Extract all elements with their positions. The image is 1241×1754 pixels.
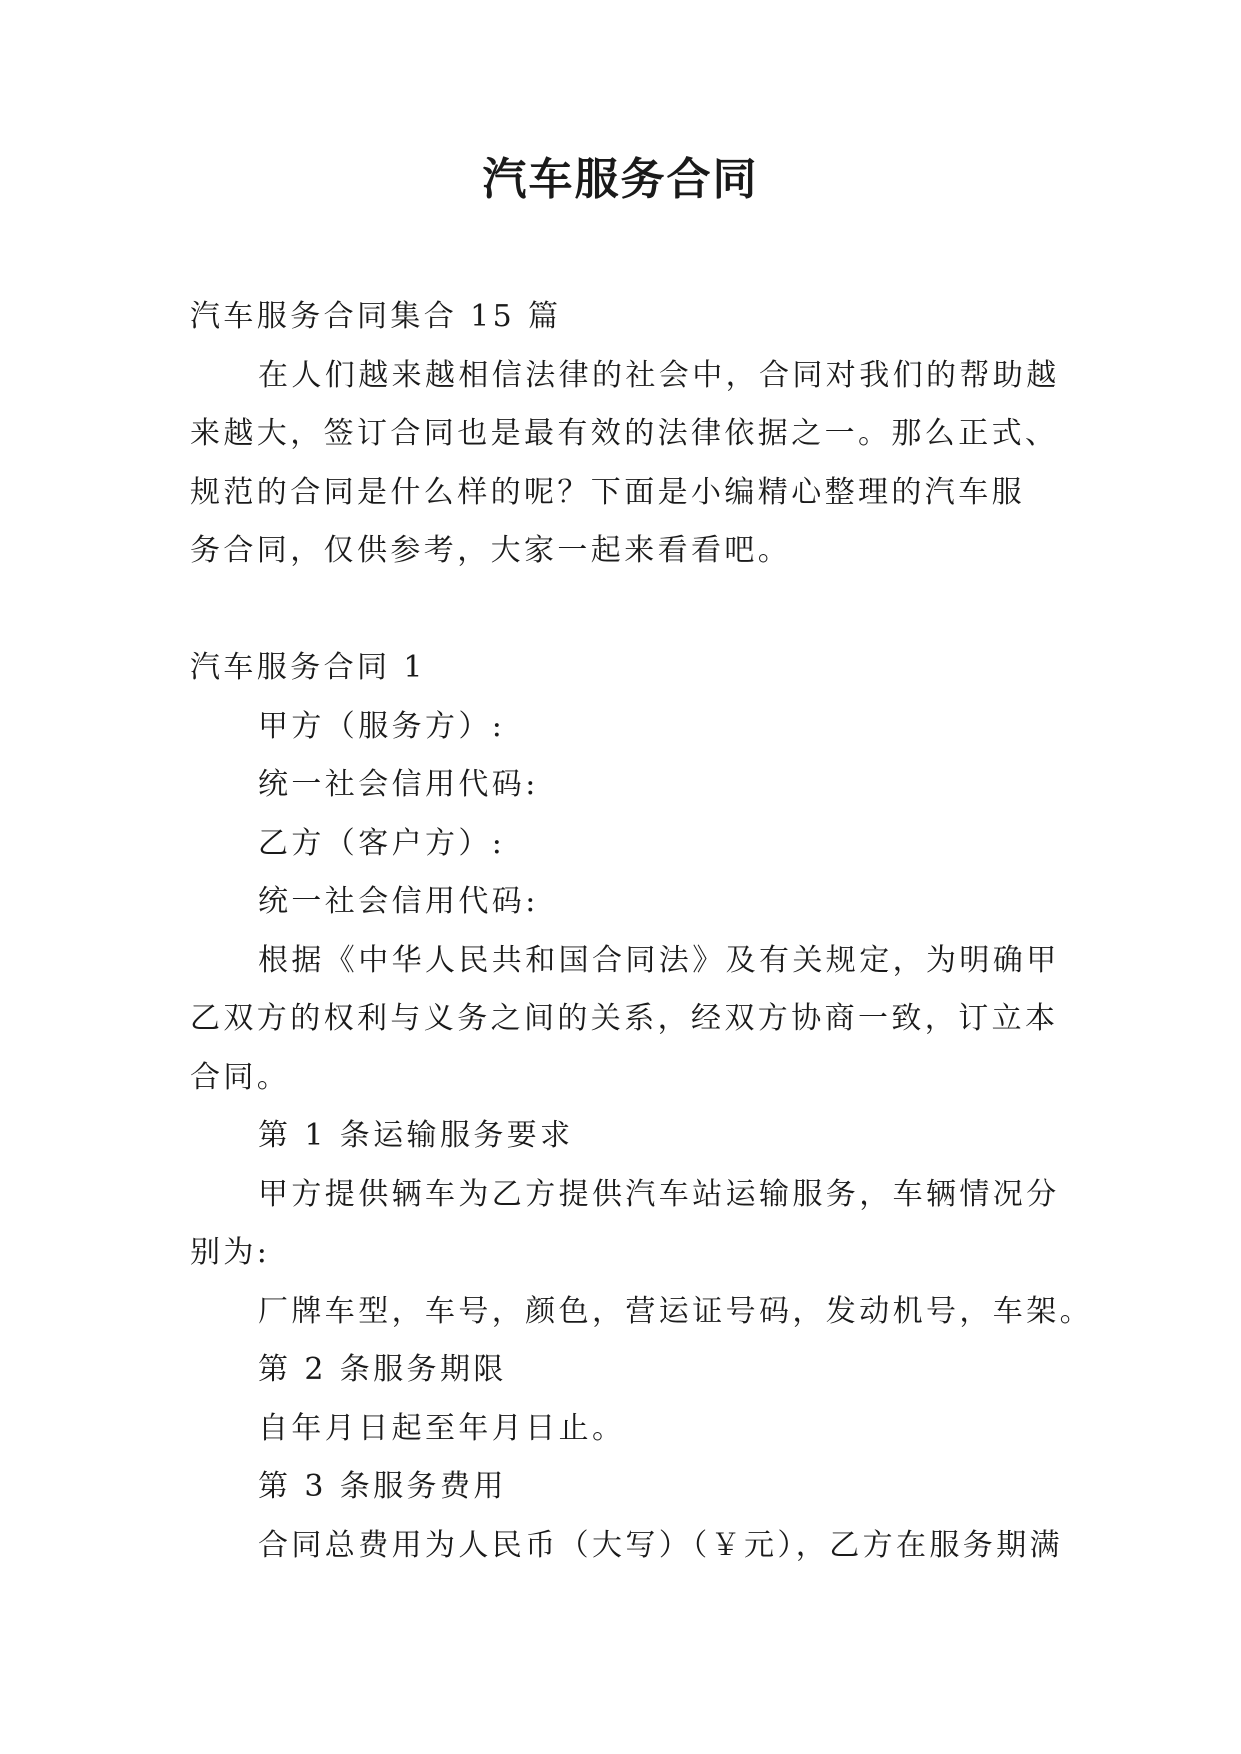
paragraph-line: 合同。 bbox=[190, 1059, 291, 1095]
document-body bbox=[190, 288, 1093, 1575]
paragraph-line: 来越大，签订合同也是最有效的法律依据之一。那么正式、 bbox=[190, 416, 1059, 451]
paragraph-line: 规范的合同是什么样的呢？下面是小编精心整理的汽车服 bbox=[190, 474, 1025, 510]
paragraph-line: 甲方提供辆车为乙方提供汽车站运输服务，车辆情况分 bbox=[258, 1176, 1060, 1212]
paragraph-line: 务合同，仅供参考，大家一起来看看吧。 bbox=[190, 533, 792, 568]
paragraph-line: 乙双方的权利与义务之间的关系，经双方协商一致，订立本 bbox=[190, 1001, 1059, 1036]
paragraph-line: 甲方（服务方）: bbox=[258, 708, 506, 744]
document-title: 汽车服务合同 bbox=[482, 154, 759, 205]
paragraph-line: 合同总费用为人民币（大写）（￥元），乙方在服务期满 bbox=[258, 1527, 1063, 1563]
paragraph-line: 在人们越来越相信法律的社会中，合同对我们的帮助越 bbox=[258, 357, 1060, 393]
paragraph-line: 根据《中华人民共和国合同法》及有关规定，为明确甲 bbox=[258, 942, 1060, 978]
paragraph-line: 第 3 条服务费用 bbox=[258, 1469, 507, 1504]
paragraph-line: 乙方（客户方）: bbox=[258, 825, 506, 861]
paragraph-line: 第 1 条运输服务要求 bbox=[258, 1118, 574, 1153]
paragraph-line: 厂牌车型，车号，颜色，营运证号码，发动机号，车架。 bbox=[258, 1293, 1093, 1329]
paragraph-line: 汽车服务合同集合 15 篇 bbox=[190, 299, 562, 334]
blank-line bbox=[190, 581, 1070, 640]
paragraph-line: 自年月日起至年月日止。 bbox=[258, 1410, 626, 1446]
paragraph-line: 统一社会信用代码: bbox=[258, 767, 539, 802]
paragraph-line: 统一社会信用代码: bbox=[258, 884, 539, 919]
paragraph-line: 第 2 条服务期限 bbox=[258, 1352, 507, 1387]
paragraph-line: 别为: bbox=[190, 1235, 271, 1270]
paragraph-line: 汽车服务合同 1 bbox=[190, 650, 426, 685]
